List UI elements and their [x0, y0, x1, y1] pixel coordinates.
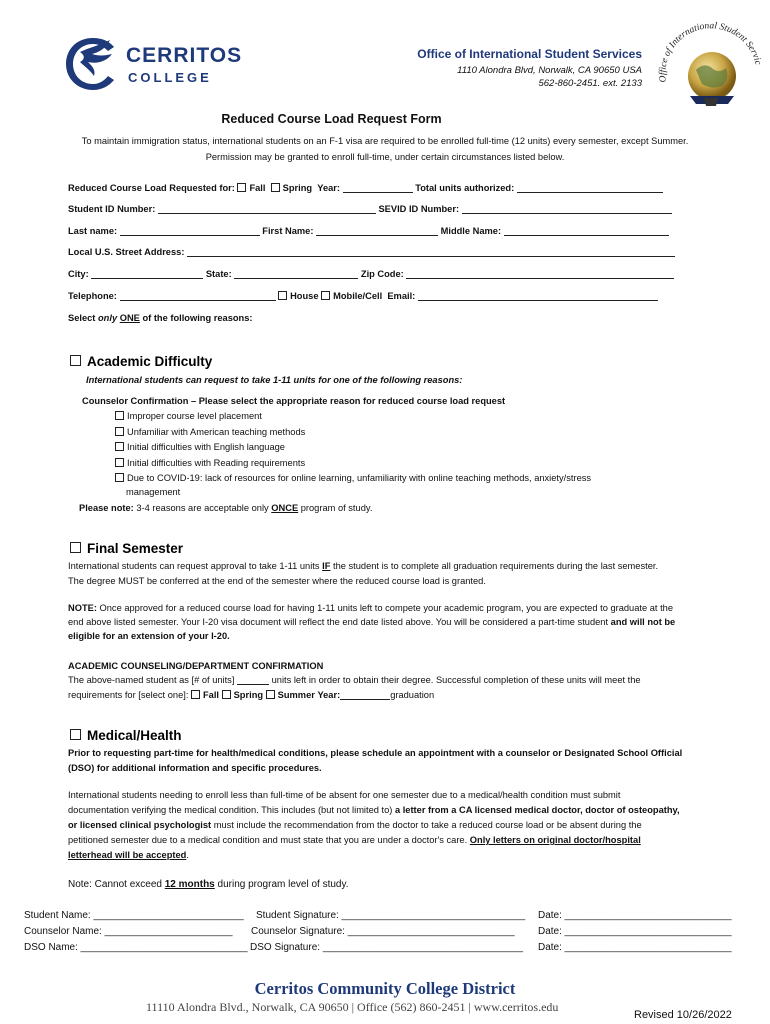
reason-checkbox[interactable] — [115, 442, 124, 451]
phone-row: Telephone: House Mobile/Cell Email: — [68, 289, 658, 303]
revised-date: Revised 10/26/2022 — [634, 1009, 732, 1021]
dso-signature-field[interactable]: DSO Signature: ____________________________________ — [250, 942, 524, 953]
confirm-paragraph: The above-named student as [# of units] units left in order to obtain their degree. Successful completion of these units will meet the requirements for [select one]: Fall Spring Summer Year: graduation — [68, 675, 641, 700]
academic-section-heading[interactable]: Academic Difficulty — [70, 354, 212, 369]
city-row: City: State: Zip Code: — [68, 267, 674, 281]
office-info — [417, 46, 642, 90]
first-name-field[interactable] — [316, 225, 438, 236]
student-name-field[interactable]: Student Name: ___________________________ — [24, 910, 244, 921]
reason-checkbox[interactable] — [115, 411, 124, 420]
final-paragraph: International students can request approval to take 1-11 units IF the student is to complete all graduation requirements during the last semester. The degree MUST be conferred at the end of the semester where the reduced course load is granted. — [68, 561, 659, 586]
phoenix-logo-icon — [62, 32, 124, 94]
office-seal — [652, 16, 764, 108]
medical-paragraph: International students needing to enroll less than full-time of be absent for one semester due to a medical/health condition must submit documentation verifying the medical condition. This includes (but not limited to) a letter from a CA licensed medical doctor, doctor of osteopathy, or licensed clinical psychologist must include the recommendation from the doctor to take a reduced course load or be absent during the petitioned semester due to a medical condition and must state that you are under a doctor's care. Only letters on original doctor/hospital letterhead will be accepted. — [68, 790, 680, 860]
seal-text: Office of International Student Servic — [658, 21, 763, 83]
name-row: Last name: First Name: Middle Name: — [68, 224, 669, 238]
covid-line-2: management — [126, 487, 181, 497]
confirm-heading: ACADEMIC COUNSELING/DEPARTMENT CONFIRMATION — [68, 661, 324, 671]
reason-item[interactable]: Initial difficulties with Reading requirements — [115, 456, 591, 470]
reason-checkbox[interactable] — [115, 458, 124, 467]
signature-block — [24, 908, 764, 956]
final-checkbox[interactable] — [70, 542, 81, 553]
mobile-checkbox[interactable] — [321, 291, 330, 300]
office-phone: 562-860-2451. ext. 2133 — [538, 78, 642, 89]
rcl-fall-checkbox[interactable] — [237, 183, 246, 192]
reason-item[interactable]: Improper course level placement — [115, 409, 591, 423]
student-id-field[interactable] — [158, 203, 376, 214]
counselor-confirmation: Counselor Confirmation – Please select the appropriate reason for reduced course load request — [82, 396, 506, 406]
units-left-field[interactable] — [237, 674, 269, 685]
last-name-field[interactable] — [120, 225, 260, 236]
sevid-field[interactable] — [462, 203, 672, 214]
college-name: CERRITOS — [126, 44, 243, 67]
globe-seal-icon — [652, 16, 764, 108]
college-subname: COLLEGE — [128, 70, 212, 85]
intro-line-2: Permission may be granted to enroll full-time, under certain circumstances listed below. — [205, 152, 565, 162]
telephone-field[interactable] — [120, 290, 276, 301]
dso-name-field[interactable]: DSO Name: ______________________________ — [24, 942, 248, 953]
academic-note: Please note: 3-4 reasons are acceptable only ONCE program of study. — [79, 503, 373, 513]
office-title: Office of International Student Services — [417, 47, 642, 61]
reason-list — [115, 409, 591, 499]
rcl-row: Reduced Course Load Requested for: Fall Spring Year: Total units authorized: — [68, 181, 663, 195]
student-date-field[interactable]: Date: ______________________________ — [538, 910, 732, 921]
final-note: NOTE: Once approved for a reduced course load for having 1-11 units left to compete your academic program, you are expected to graduate at the end above listed semester. Your I-20 visa document will reflect the end date listed above. You will be considered a part-time student and will not be eligible for an extension of your I-20. — [68, 603, 676, 641]
footer-district: Cerritos Community College District — [254, 979, 516, 998]
counselor-date-field[interactable]: Date: ______________________________ — [538, 926, 732, 937]
dso-date-field[interactable]: Date: ______________________________ — [538, 942, 732, 953]
grad-fall-checkbox[interactable] — [191, 690, 200, 699]
state-field[interactable] — [234, 268, 358, 279]
city-field[interactable] — [91, 268, 203, 279]
middle-name-field[interactable] — [504, 225, 669, 236]
id-row: Student ID Number: SEVID ID Number: — [68, 202, 672, 216]
counselor-name-field[interactable]: Counselor Name: _______________________ — [24, 926, 233, 937]
grad-spring-checkbox[interactable] — [222, 690, 231, 699]
grad-summer-checkbox[interactable] — [266, 690, 275, 699]
grad-year-field[interactable] — [340, 689, 390, 700]
medical-checkbox[interactable] — [70, 729, 81, 740]
house-checkbox[interactable] — [278, 291, 287, 300]
form-title: Reduced Course Load Request Form — [221, 112, 442, 126]
email-field[interactable] — [418, 290, 658, 301]
office-address: 1110 Alondra Blvd, Norwalk, CA 90650 USA — [457, 65, 642, 76]
select-instruction: Select only ONE of the following reasons: — [68, 313, 253, 323]
counselor-signature-field[interactable]: Counselor Signature: ______________________________ — [251, 926, 515, 937]
reason-item[interactable]: Initial difficulties with English language — [115, 440, 591, 454]
college-logo — [62, 32, 242, 94]
street-field[interactable] — [187, 246, 675, 257]
academic-checkbox[interactable] — [70, 355, 81, 366]
address-row: Local U.S. Street Address: — [68, 245, 675, 259]
final-section-heading[interactable]: Final Semester — [70, 541, 183, 556]
medical-limit-note: Note: Cannot exceed 12 months during program level of study. — [68, 879, 349, 890]
footer-address: 11110 Alondra Blvd., Norwalk, CA 90650 | Office (562) 860-2451 | www.cerritos.edu — [146, 1000, 559, 1014]
reason-checkbox[interactable] — [115, 427, 124, 436]
reason-item[interactable]: Unfamiliar with American teaching methods — [115, 425, 591, 439]
medical-section-heading[interactable]: Medical/Health — [70, 728, 182, 743]
rcl-year-field[interactable] — [343, 182, 413, 193]
rcl-spring-checkbox[interactable] — [271, 183, 280, 192]
total-units-field[interactable] — [517, 182, 663, 193]
zip-field[interactable] — [406, 268, 674, 279]
student-signature-field[interactable]: Student Signature: _________________________________ — [256, 910, 526, 921]
reason-item[interactable]: Due to COVID-19: lack of resources for online learning, unfamiliarity with online teaching methods, anxiety/stress — [115, 471, 591, 485]
medical-bold-note: Prior to requesting part-time for health/medical conditions, please schedule an appointment with a counselor or Designated School Official (DSO) for additional information and specific procedures. — [68, 748, 683, 773]
intro-line-1: To maintain immigration status, international students on an F-1 visa are required to be enrolled full-time (12 units) every semester, except Summer. — [81, 136, 689, 146]
academic-subtitle: International students can request to take 1-11 units for one of the following reasons: — [86, 375, 463, 385]
reason-checkbox[interactable] — [115, 473, 124, 482]
